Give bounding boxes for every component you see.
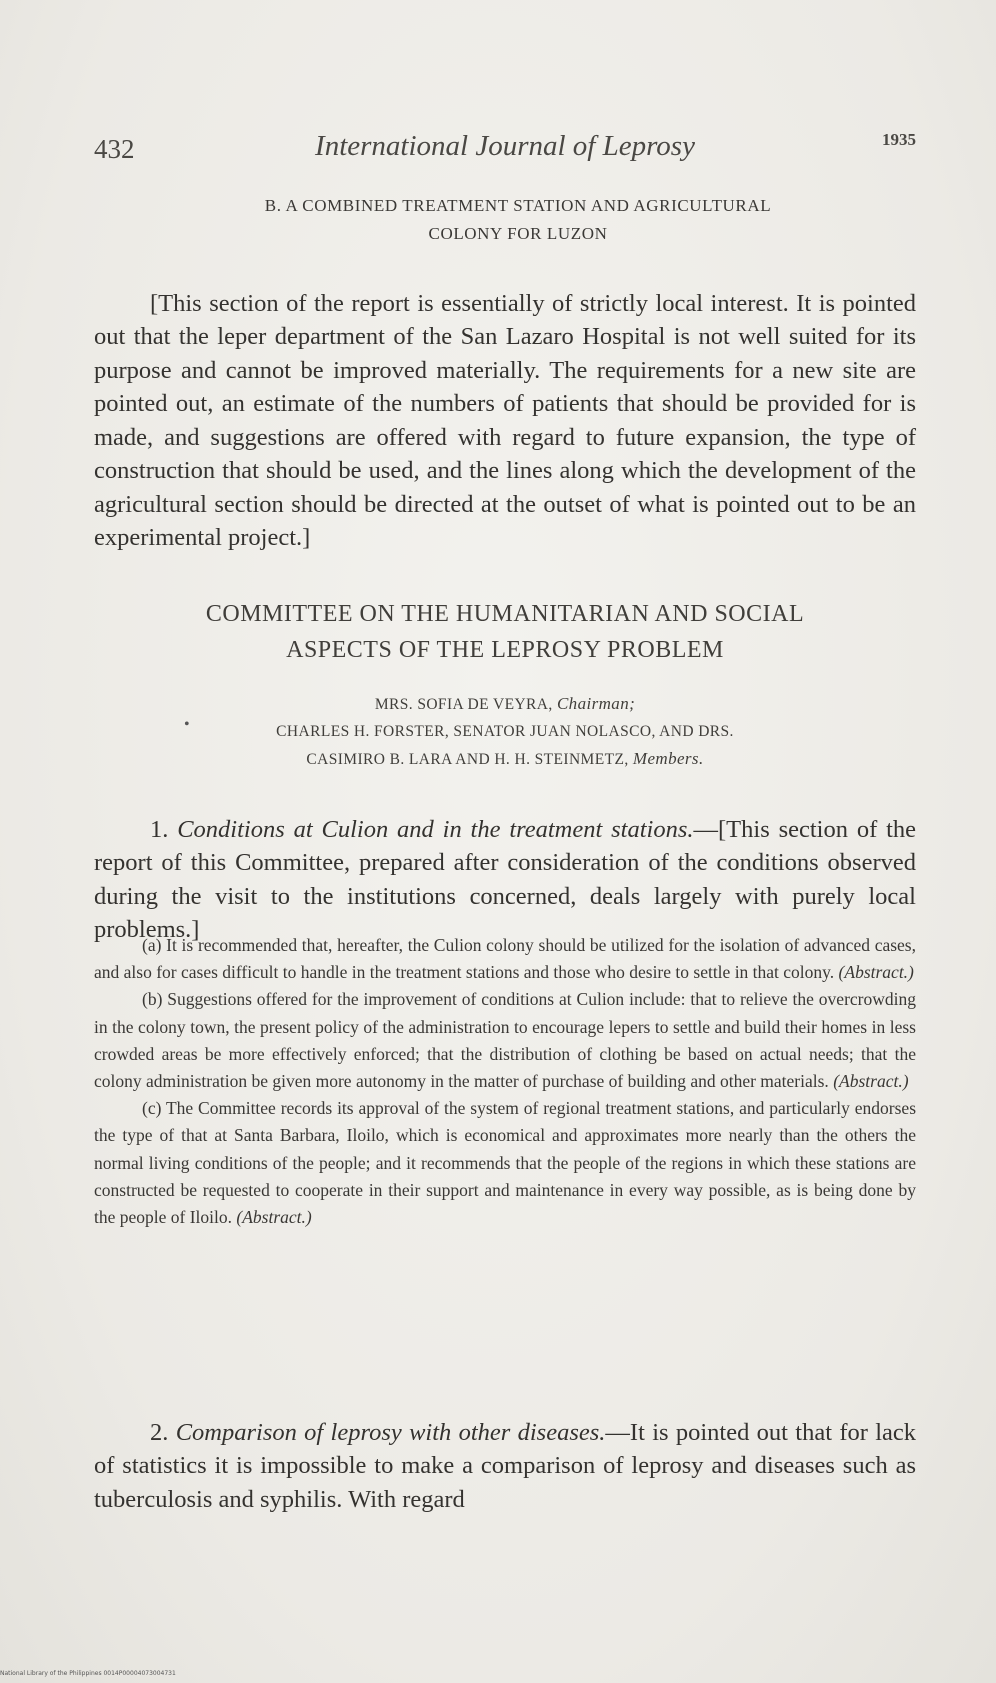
section-2-paragraph — [94, 1416, 916, 1517]
section-1-heading: Conditions at Culion and in the treatment stations. — [177, 815, 694, 843]
members-line1: CHARLES H. FORSTER, SENATOR JUAN NOLASCO, AND DRS. — [276, 723, 734, 740]
subparagraph-a — [94, 932, 916, 986]
running-head — [94, 128, 916, 168]
abstract-label-c: (Abstract.) — [236, 1207, 312, 1228]
members-role: Members. — [632, 749, 704, 768]
chair-name: MRS. SOFIA DE VEYRA, — [374, 696, 553, 713]
committee-title-line2: ASPECTS OF THE LEPROSY PROBLEM — [286, 637, 724, 663]
subparagraph-c — [94, 1095, 916, 1231]
subparagraph-a-text: (a) It is recommended that, hereafter, the Culion colony should be utilized for the isolation of advanced cases, and also for cases difficult to handle in the treatment stations and those who desire to settle in that colony. — [94, 935, 916, 983]
subparagraph-b — [94, 986, 916, 1095]
committee-title — [94, 596, 916, 668]
members-names: CASIMIRO B. LARA AND H. H. STEINMETZ, — [306, 751, 629, 768]
publication-year: 1935 — [882, 130, 916, 149]
committee-chair — [94, 690, 916, 718]
members-line2 — [94, 745, 916, 773]
section-1-number: 1. — [150, 815, 169, 843]
section-b-heading — [118, 192, 918, 248]
margin-bullet: • — [184, 716, 190, 733]
section-1-subparagraphs — [94, 932, 916, 1231]
journal-title: International Journal of Leprosy — [315, 130, 695, 162]
section-b-heading-line2: COLONY FOR LUZON — [428, 224, 608, 243]
section-b-paragraph: [This section of the report is essentially of strictly local interest. It is pointed out that the leper department of the San Lazaro Hospital is not well suited for its purpose and cannot be improved materially. The requirements for a new site are pointed out, an estimate of the numbers of patients that should be provided for is made, and suggestions are offered with regard to future expansion, the type of construction that should be used, and the lines along which the development of the agricultural section should be directed at the outset of what is pointed out to be an experimental project.] — [94, 289, 916, 551]
committee-members — [94, 690, 916, 773]
committee-title-line1: COMMITTEE ON THE HUMANITARIAN AND SOCIAL — [205, 601, 805, 627]
subparagraph-b-text: (b) Suggestions offered for the improvement of conditions at Culion include: that to relieve the overcrowding in the colony town, the present policy of the administration to encourage lepers to settle and build their homes in less crowded areas be more effectively enforced; that the distribution of clothing be based on actual needs; that the colony administration be given more autonomy in the matter of purchase of building and other materials. — [94, 989, 916, 1092]
section-2-text: —It is pointed out that for lack of statistics it is impossible to make a comparison of leprosy and diseases such as tuberculosis and syphilis. With regard — [94, 1418, 917, 1513]
abstract-label-a: (Abstract.) — [838, 962, 914, 983]
page-number: 432 — [94, 134, 135, 164]
library-footer-note: National Library of the Philippines 0014P00004073004731 — [0, 1670, 176, 1677]
section-1-text: —[This section of the report of this Committee, prepared after consideration of the conditions observed during the visit to the institutions concerned, deals largely with purely local problems.] — [94, 815, 916, 943]
section-1-paragraph — [94, 813, 916, 947]
section-2-heading: Comparison of leprosy with other diseases. — [175, 1418, 606, 1446]
section-2-number: 2. — [150, 1418, 169, 1446]
chair-role: Chairman; — [556, 694, 636, 713]
section-b-heading-line1: B. A COMBINED TREATMENT STATION AND AGRICULTURAL — [264, 196, 772, 215]
abstract-label-b: (Abstract.) — [833, 1071, 909, 1092]
subparagraph-c-text: (c) The Committee records its approval of the system of regional treatment stations, and particularly endorses the type of that at Santa Barbara, Iloilo, which is economical and approximates more nearly than the others the normal living conditions of the people; and it recommends that the people of the regions in which these stations are constructed be requested to cooperate in their support and maintenance in every way possible, as is being done by the people of Iloilo. — [94, 1098, 916, 1228]
